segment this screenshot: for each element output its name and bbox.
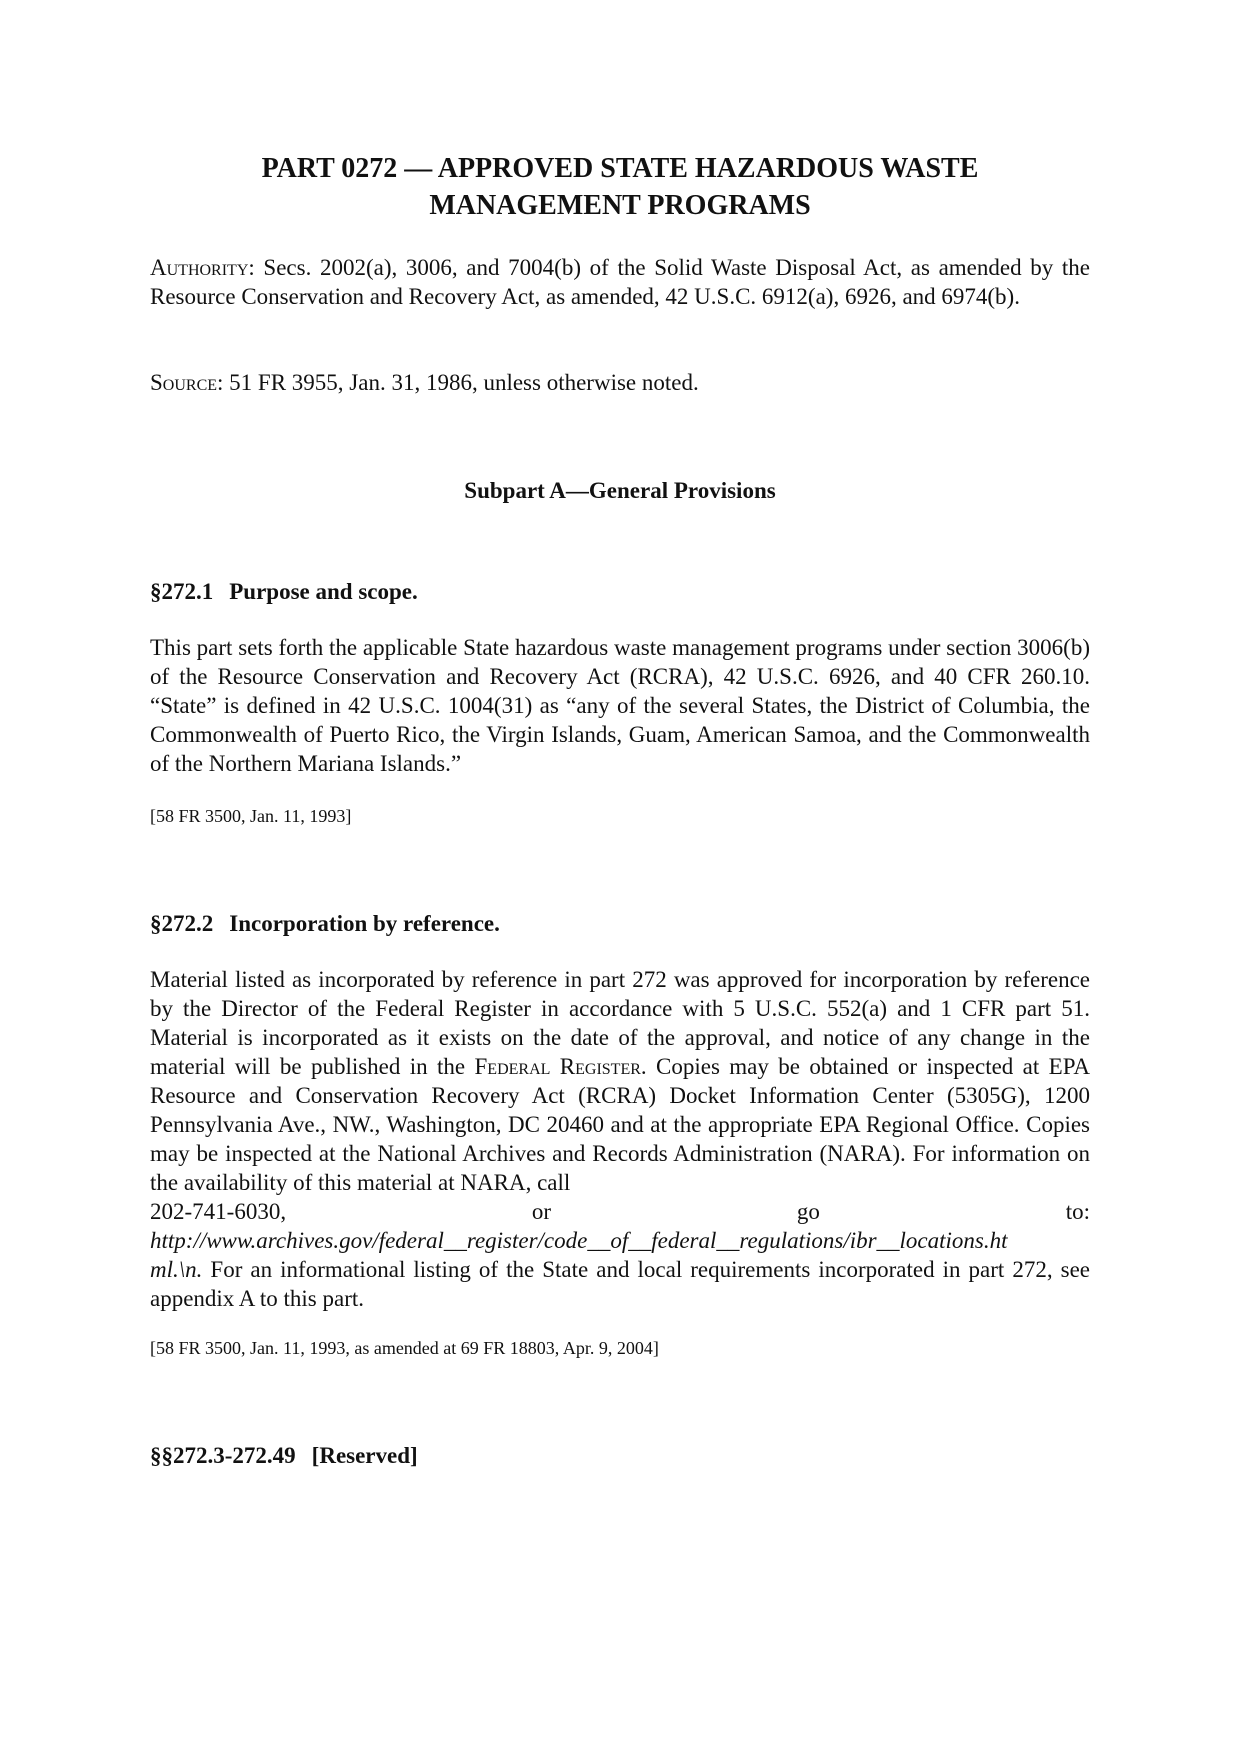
- section-272-1-body: This part sets forth the applicable State hazardous waste management programs under section 3006(b) of the Resource Conservation and Recovery Act (RCRA), 42 U.S.C. 6926, and 40 CFR 260.10. “State” is defined in 42 U.S.C. 1004(31) as “any of the several States, the District of Columbia, the Commonwealth of Puerto Rico, the Virgin Islands, Guam, American Samoa, and the Commonwealth of the Northern Mariana Islands.”: [150, 635, 1090, 776]
- section-272-3-number: §§272.3-272.49: [150, 1443, 296, 1468]
- section-272-1-title: Purpose and scope.: [229, 579, 418, 604]
- section-272-1-number: §272.1: [150, 579, 214, 604]
- section-272-1-citation: [58 FR 3500, Jan. 11, 1993]: [150, 806, 352, 826]
- federal-register-text: Federal Register: [474, 1054, 641, 1079]
- section-272-2-body-part-1: Material listed as incorporated by reference in part 272 was approved for incorporation by reference by the Director of the Federal Register in accordance with 5 U.S.C. 552(a) and 1 CFR part 51. Material is incorporated as it exists on the date of the approval, and notice of any change in the material will be published in the: [150, 967, 1090, 1079]
- section-272-3-heading: [150, 1441, 1090, 1470]
- page-title-line-2: MANAGEMENT PROGRAMS: [429, 190, 811, 221]
- subpart-a-heading: Subpart A—General Provisions: [464, 478, 776, 503]
- authority-text: Secs. 2002(a), 3006, and 7004(b) of the Solid Waste Disposal Act, as amended by the Resource Conservation and Recovery Act, as amended, 42 U.S.C. 6912(a), 6926, and 6974(b).: [150, 255, 1090, 309]
- source-text: 51 FR 3955, Jan. 31, 1986, unless otherwise noted.: [223, 370, 699, 395]
- spread-word-to: to:: [1065, 1199, 1090, 1224]
- nara-url-link-part-2[interactable]: ml.\n.: [150, 1257, 203, 1282]
- authority-label: Authority:: [150, 255, 255, 280]
- section-272-1-heading: [150, 577, 1090, 606]
- section-272-2-body: [150, 965, 1090, 1313]
- page-title-line-1: PART 0272 — APPROVED STATE HAZARDOUS WASTE: [261, 153, 979, 184]
- phone-number-text: 202-741-6030,: [150, 1199, 287, 1224]
- source-paragraph: [150, 368, 1090, 397]
- section-272-2-body-part-3: For an informational listing of the State and local requirements incorporated in part 272, see appendix A to this part.: [150, 1257, 1090, 1311]
- section-272-2-spread-line: [150, 1197, 1090, 1226]
- page-title: [150, 150, 1090, 224]
- source-label: Source:: [150, 370, 224, 395]
- spread-word-or: or: [531, 1199, 552, 1224]
- section-272-2-number: §272.2: [150, 911, 214, 936]
- section-272-3-title: [Reserved]: [311, 1443, 418, 1468]
- authority-paragraph: [150, 253, 1090, 311]
- spread-word-go: go: [796, 1199, 820, 1224]
- section-272-2-title: Incorporation by reference.: [229, 911, 500, 936]
- section-272-2-citation: [58 FR 3500, Jan. 11, 1993, as amended at 69 FR 18803, Apr. 9, 2004]: [150, 1338, 659, 1358]
- section-272-2-heading: [150, 909, 1090, 938]
- nara-url-link-part-1[interactable]: http://www.archives.gov/federal__register/code__of__federal__regulations/ibr__locations.ht: [150, 1228, 1008, 1253]
- section-272-2-body-part-2: . Copies may be obtained or inspected at EPA Resource and Conservation Recovery Act (RCRA) Docket Information Center (5305G), 1200 Pennsylvania Ave., NW., Washington, DC 20460 and at the appropriate EPA Regional Office. Copies may be inspected at the National Archives and Records Administration (NARA). For information on the availability of this material at NARA, call: [150, 1054, 1090, 1195]
